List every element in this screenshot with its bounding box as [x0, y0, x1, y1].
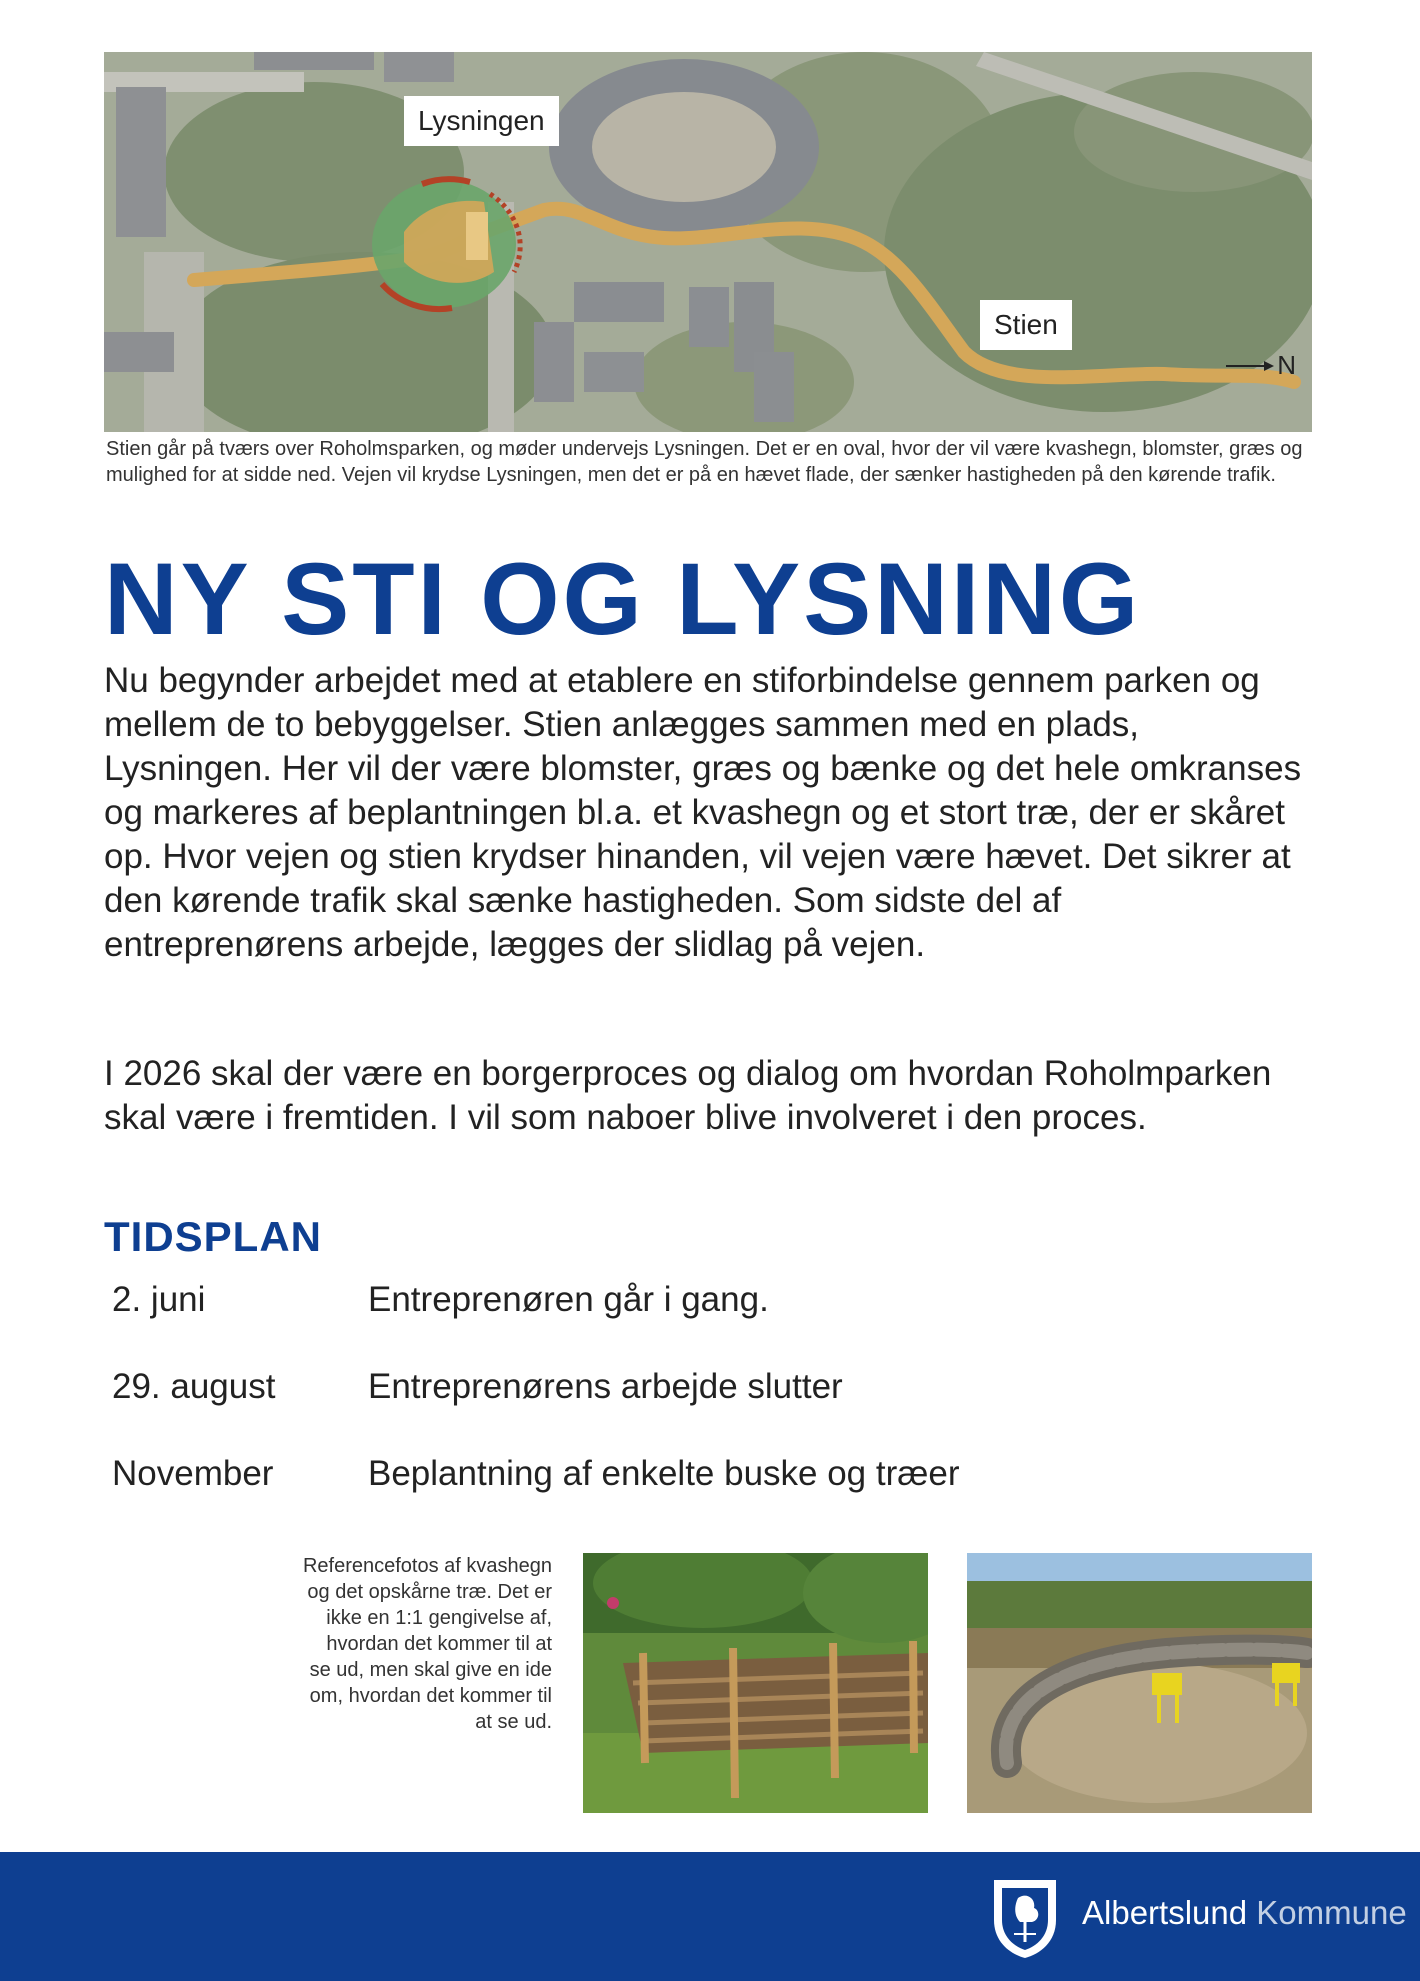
brand-suffix: Kommune	[1247, 1894, 1407, 1931]
municipality-logo-text	[1082, 1894, 1407, 1932]
schedule-list	[112, 1272, 1212, 1533]
schedule-date: 2. juni	[112, 1280, 206, 1319]
schedule-text: Entreprenørens arbejde slutter	[368, 1367, 843, 1406]
schedule-row	[112, 1272, 1212, 1359]
schedule-text: Beplantning af enkelte buske og træer	[368, 1454, 960, 1493]
schedule-heading: TIDSPLAN	[104, 1213, 322, 1260]
page-title: NY STI OG LYSNING	[104, 542, 1142, 656]
brand-name: Albertslund	[1082, 1894, 1248, 1931]
schedule-date: 29. august	[112, 1367, 276, 1406]
reference-photo-fence	[583, 1553, 928, 1813]
north-indicator: N	[1277, 350, 1296, 380]
schedule-text: Entreprenøren går i gang.	[368, 1280, 769, 1319]
reference-caption: Referencefotos af kvashegn og det opskårne træ. Det er ikke en 1:1 gengivelse af, hvordan det kommer til at se ud, men skal give en ide om, hvordan det kommer til at se ud.	[302, 1555, 552, 1733]
footer-bar	[0, 1852, 1420, 1981]
schedule-row	[112, 1359, 1212, 1446]
map-label-stien: Stien	[980, 300, 1072, 350]
map-label-lysningen: Lysningen	[404, 96, 559, 146]
schedule-date: November	[112, 1454, 274, 1493]
municipality-crest-icon	[990, 1876, 1060, 1965]
process-paragraph: I 2026 skal der være en borgerproces og dialog om hvordan Roholmparken skal være i fremtiden. I vil som naboer blive involveret i den proces.	[104, 1054, 1272, 1137]
aerial-map	[104, 52, 1312, 432]
map-caption: Stien går på tværs over Roholmsparken, og møder undervejs Lysningen. Det er en oval, hvor der vil være kvashegn, blomster, græs og mulighed for at sidde ned. Vejen vil krydse Lysningen, men det er på en hævet flade, der sænker hastigheden på den kørende trafik.	[106, 438, 1303, 486]
intro-paragraph: Nu begynder arbejdet med at etablere en stiforbindelse gennem parken og mellem de to bebyggelser. Stien anlægges sammen med en plads, Lysningen. Her vil der være blomster, græs og bænke og det hele omkranses og markeres af beplantningen bl.a. et kvashegn og et stort træ, der er skåret op. Hvor vejen og stien krydser hinanden, vil vejen være hævet. Det sikrer at den kørende trafik skal sænke hastigheden. Som sidste del af entreprenørens arbejde, lægges der slidlag på vejen.	[104, 661, 1302, 964]
reference-photo-log-circle	[967, 1553, 1312, 1813]
map-graphic	[104, 52, 1312, 432]
schedule-row	[112, 1446, 1212, 1533]
